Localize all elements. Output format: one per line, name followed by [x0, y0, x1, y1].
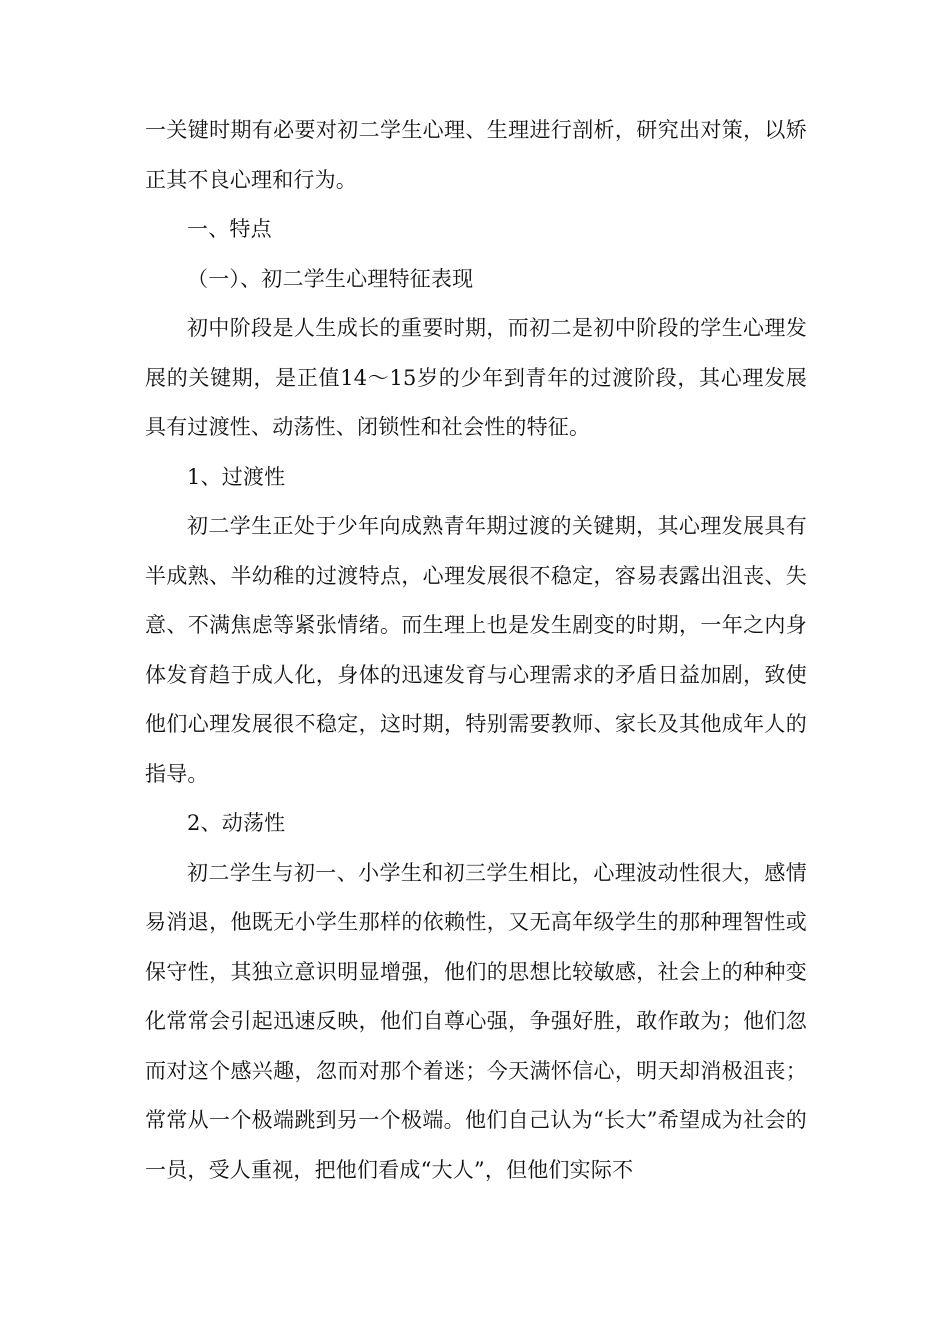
item-heading-turbulent: 2、动荡性 [187, 811, 286, 835]
paragraph-continuation: 一关键时期有必要对初二学生心理、生理进行剖析，研究出对策，以矫正其不良心理和行为。 [145, 118, 807, 192]
subsection-heading-psychology: （一）、初二学生心理特征表现 [187, 266, 474, 291]
document-body [145, 106, 807, 1195]
paragraph-transitional: 初二学生正处于少年向成熟青年期过渡的关键期，其心理发展具有半成熟、半幼稚的过渡特点，心理发展很不稳定，容易表露出沮丧、失意、不满焦虑等紧张情绪。而生理上也是发生剧变的时期，一年之内身体发育趋于成人化，身体的迅速发育与心理需求的矛盾日益加剧，致使他们心理发展很不稳定，这时期，特别需要教师、家长及其他成年人的指导。 [145, 514, 807, 786]
section-heading-characteristics: 一、特点 [187, 217, 272, 241]
item-heading-transitional: 1、过渡性 [187, 464, 286, 489]
paragraph-turbulent: 初二学生与初一、小学生和初三学生相比，心理波动性很大，感情易消退，他既无小学生那样的依赖性，又无高年级学生的那种理智性或保守性，其独立意识明显增强，他们的思想比较敏感，社会上的种种变化常常会引起迅速反映，他们自尊心强，争强好胜，敢作敢为；他们忽而对这个感兴趣，忽而对那个着迷；今天满怀信心，明天却消极沮丧；常常从一个极端跳到另一个极端。他们自己认为“长大”希望成为社会的一员，受人重视，把他们看成“大人”，但他们实际不 [145, 860, 807, 1182]
paragraph-intro: 初中阶段是人生成长的重要时期，而初二是初中阶段的学生心理发展的关键期，是正值14～15岁的少年到青年的过渡阶段，其心理发展具有过渡性、动荡性、闭锁性和社会性的特征。 [145, 316, 807, 439]
